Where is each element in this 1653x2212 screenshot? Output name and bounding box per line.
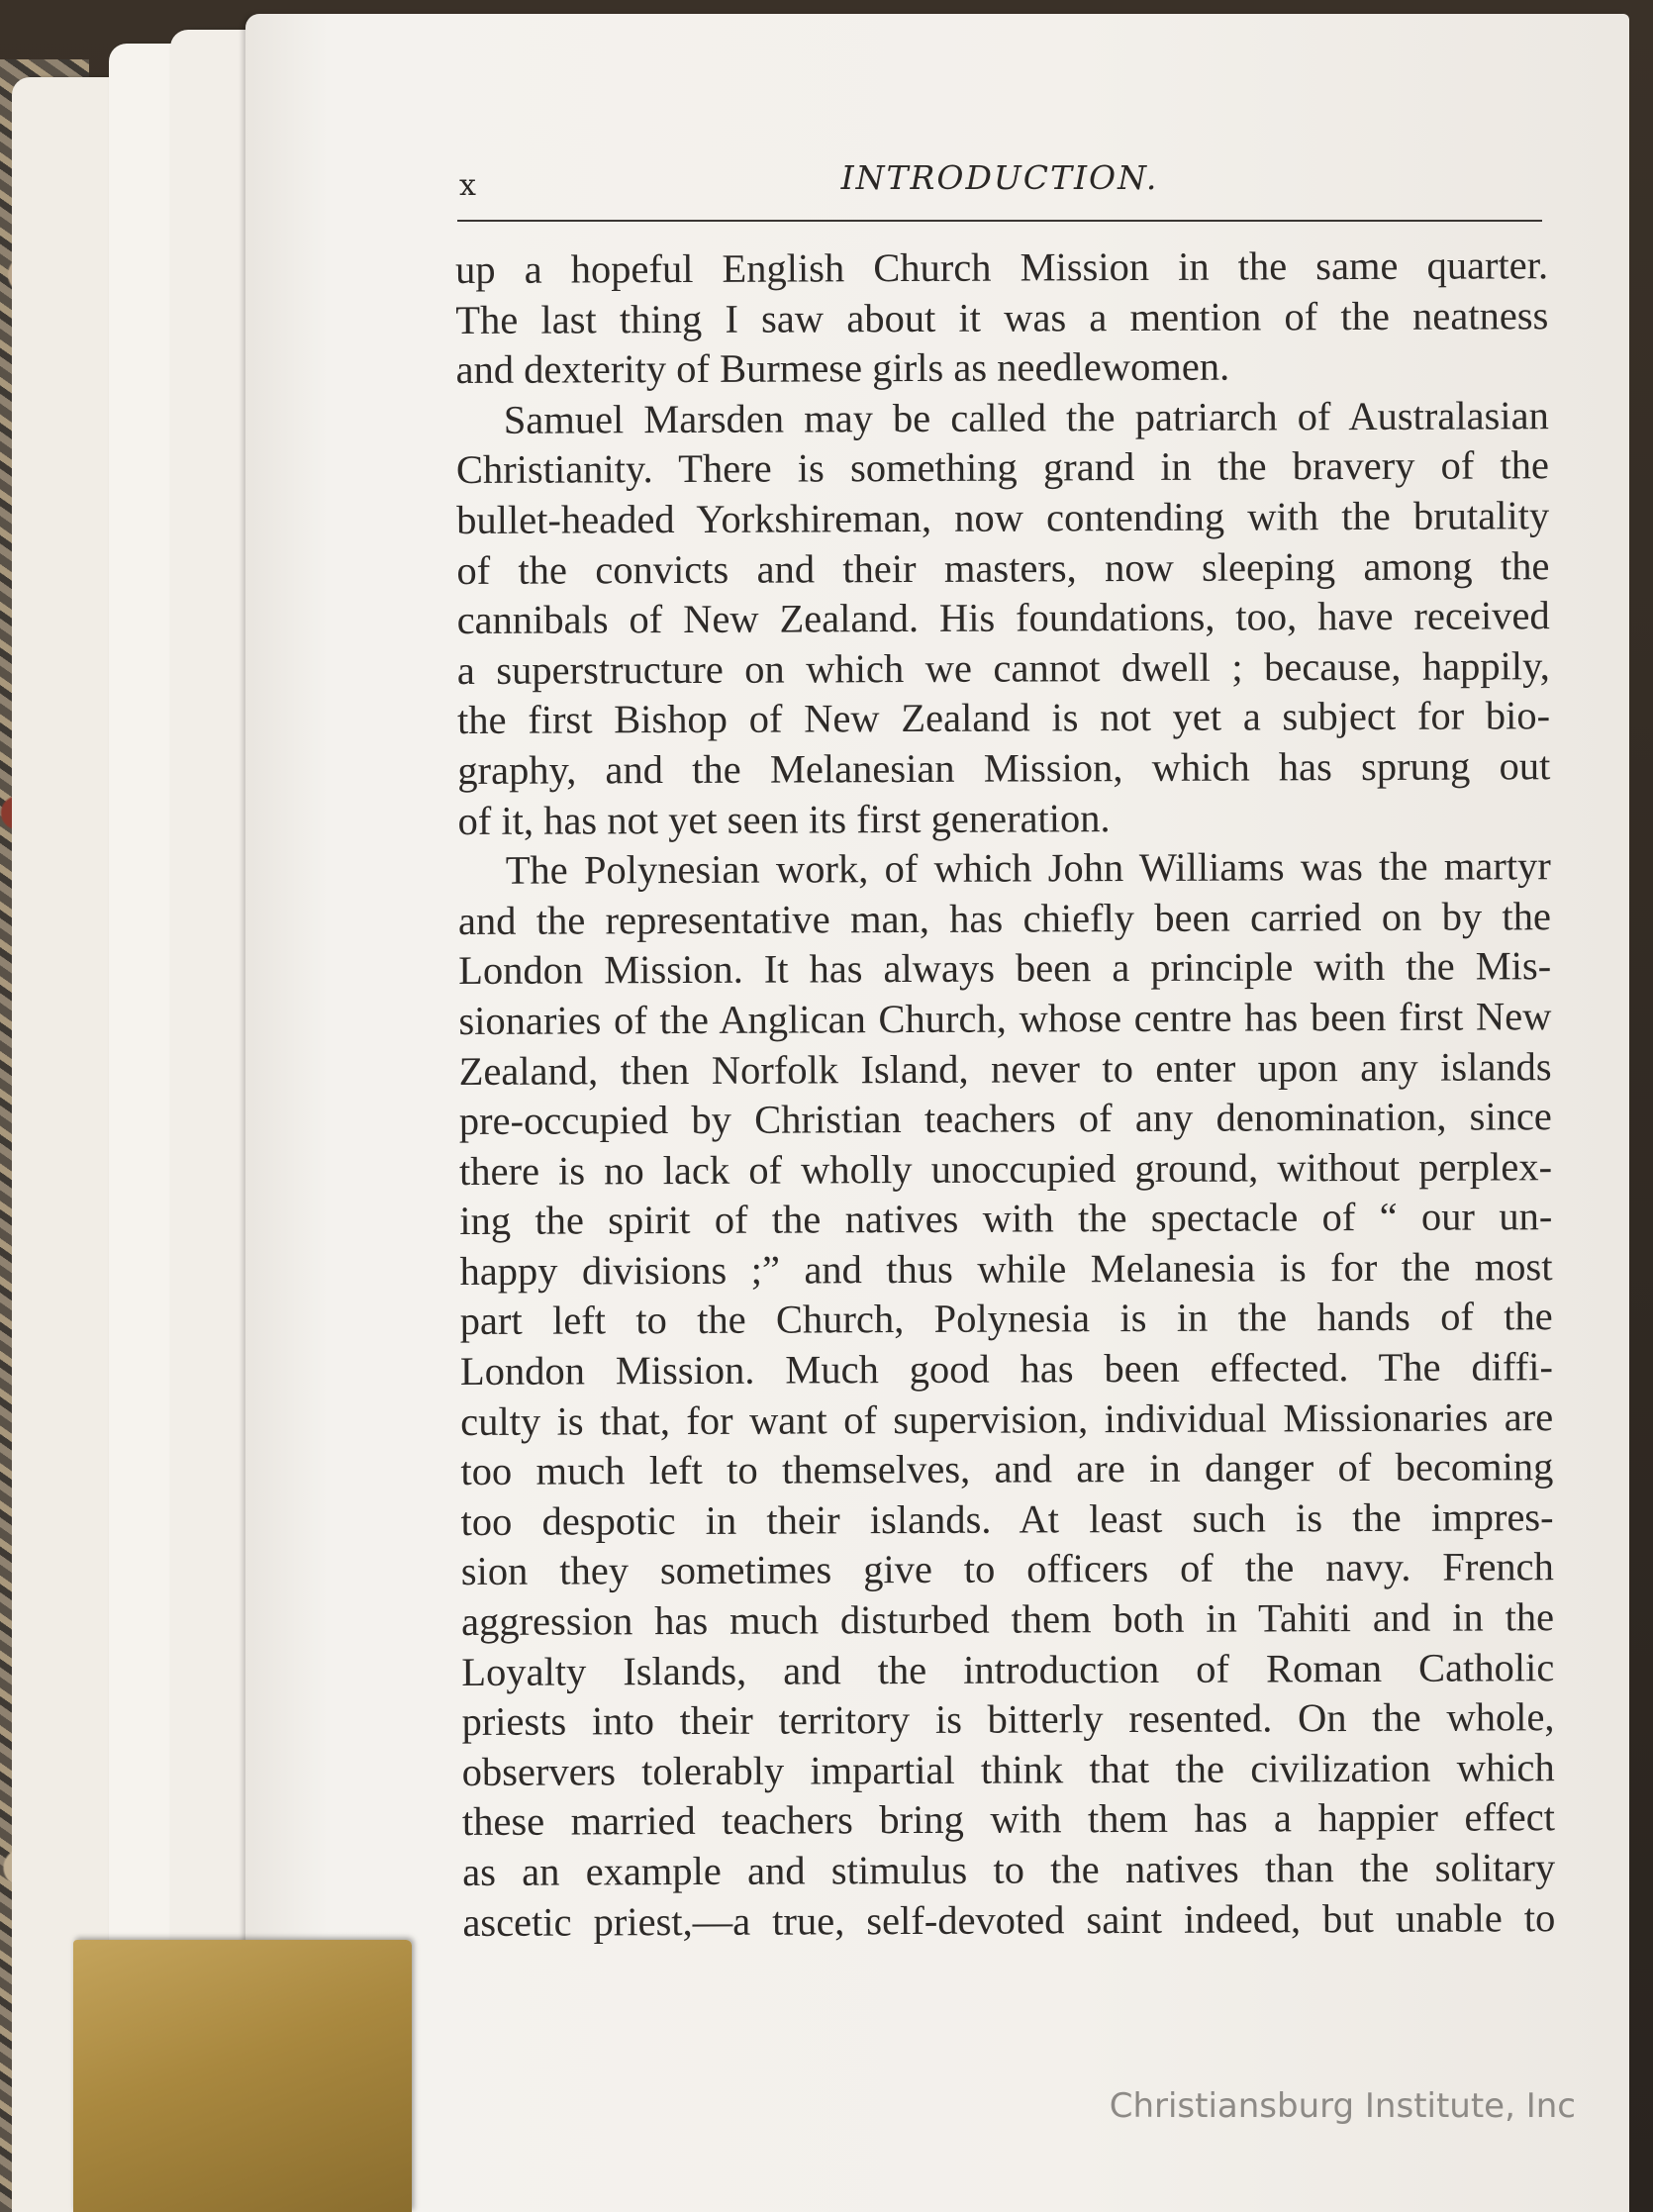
running-title: INTRODUCTION. <box>840 158 1159 197</box>
text-line: and dexterity of Burmese girls as needlewomen. <box>455 343 1230 393</box>
text-line: ascetic priest,—a true, self-devoted saint indeed, but unable to <box>462 1894 1556 1945</box>
text-line: pre-occupied by Christian teachers of any denomination, since <box>458 1094 1552 1144</box>
text-line: and the representative man, has chiefly been carried on by the <box>457 893 1552 943</box>
text-line: up a hopeful English Church Mission in the same quarter. <box>455 242 1549 292</box>
text-line: aggression has much disturbed them both in Tahiti and in the <box>460 1594 1555 1645</box>
text-line: sionaries of the Anglican Church, whose centre has been first New <box>458 994 1552 1043</box>
text-line: bullet-headed Yorkshireman, now contending with the brutality <box>456 493 1550 542</box>
text-line: there is no lack of wholly unoccupied ground, without perplex- <box>458 1143 1553 1194</box>
text-line: Samuel Marsden may be called the patriarch of Australasian <box>503 392 1549 442</box>
text-line: these married teachers bring with them has a happier effect <box>461 1794 1556 1845</box>
text-line: as an example and stimulus to the natives than the solitary <box>462 1845 1556 1894</box>
text-line: priests into their territory is bitterly resented. On the whole, <box>461 1694 1555 1745</box>
text-line: graphy, and the Melanesian Mission, which has sprung out <box>457 743 1551 793</box>
page-header <box>457 150 1542 222</box>
text-line: part left to the Church, Polynesia is in the hands of the <box>459 1294 1553 1344</box>
text-line: of the convicts and their masters, now sleeping among the <box>456 542 1550 593</box>
watermark: Christiansburg Institute, Inc <box>1109 2086 1576 2126</box>
body-text <box>455 240 1555 1948</box>
text-line: happy divisions ;” and thus while Melanesia is for the most <box>459 1244 1553 1294</box>
text-line: a superstructure on which we cannot dwell ; because, happily, <box>456 642 1550 693</box>
text-line: The Polynesian work, of which John Williams was the martyr <box>505 843 1551 893</box>
text-line: Zealand, then Norfolk Island, never to enter upon any islands <box>458 1043 1552 1094</box>
text-line: observers tolerably impartial think that the civilization which <box>461 1744 1555 1794</box>
text-line: culty is that, for want of supervision, individual Missionaries are <box>460 1394 1554 1444</box>
text-line: sion they sometimes give to officers of the navy. French <box>460 1544 1554 1594</box>
text-line: ing the spirit of the natives with the spectacle of “ our un- <box>459 1194 1553 1244</box>
text-line: London Mission. It has always been a principle with the Mis- <box>458 943 1552 994</box>
text-line: London Mission. Much good has been effected. The diffi- <box>459 1344 1554 1395</box>
page-number: x <box>459 168 476 203</box>
text-line: Christianity. There is something grand in the bravery of the <box>455 442 1550 493</box>
text-line: too despotic in their islands. At least such is the impres- <box>460 1494 1554 1544</box>
text-line: of it, has not yet seen its first generation. <box>457 795 1111 843</box>
text-line: cannibals of New Zealand. His foundations, too, have received <box>456 593 1550 643</box>
text-line: the first Bishop of New Zealand is not yet a subject for bio- <box>456 693 1551 743</box>
gold-bookmark-tab <box>73 1940 412 2212</box>
text-line: The last thing I saw about it was a mention of the neatness <box>455 292 1549 342</box>
text-line: Loyalty Islands, and the introduction of Roman Catholic <box>461 1644 1555 1694</box>
text-line: too much left to themselves, and are in danger of becoming <box>460 1444 1554 1494</box>
